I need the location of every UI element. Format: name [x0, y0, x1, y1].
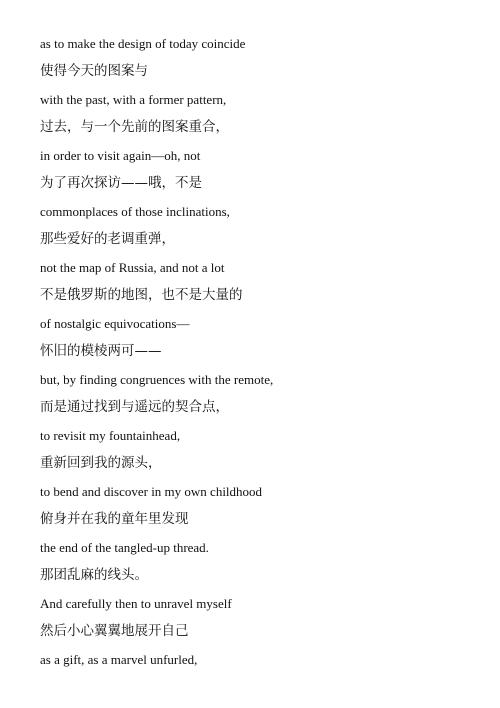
poem-line-zh: 怀旧的模棱两可——	[40, 343, 162, 359]
poem-line-zh: 为了再次探访——哦，不是	[40, 175, 202, 191]
poem-line-en: the end of the tangled-up thread.	[40, 540, 209, 555]
poem-line-zh: 那些爱好的老调重弹，	[40, 231, 175, 247]
poem-line-en: to bend and discover in my own childhood	[40, 484, 263, 499]
poem-line-en: And carefully then to unravel myself	[40, 596, 232, 611]
poem-line-en: as to make the design of today coincide	[40, 36, 246, 51]
poem-line-zh: 过去，与一个先前的图案重合，	[40, 119, 229, 135]
poem-line-en: commonplaces of those inclinations,	[40, 204, 230, 219]
poem-line-zh: 使得今天的图案与	[40, 63, 148, 79]
poem-line-en: as a gift, as a marvel unfurled,	[40, 652, 198, 667]
poem-line-zh: 而是通过找到与遥远的契合点，	[40, 399, 229, 415]
poem-line-zh: 重新回到我的源头，	[40, 455, 162, 471]
poem-line-en: of nostalgic equivocations—	[40, 316, 190, 331]
poem-line-en: in order to visit again—oh, not	[40, 148, 201, 163]
poem-line-en: with the past, with a former pattern,	[40, 92, 227, 107]
poem-line-zh: 不是俄罗斯的地图，也不是大量的	[40, 287, 243, 303]
poem-line-en: to revisit my fountainhead,	[40, 428, 181, 443]
poem-line-zh: 那团乱麻的线头。	[40, 567, 148, 583]
poem-line-en: but, by finding congruences with the remote,	[40, 372, 274, 387]
poem-line-zh: 然后小心翼翼地展开自己	[40, 623, 189, 639]
poem-line-zh: 俯身并在我的童年里发现	[40, 511, 189, 527]
poem-line-en: not the map of Russia, and not a lot	[40, 260, 225, 275]
